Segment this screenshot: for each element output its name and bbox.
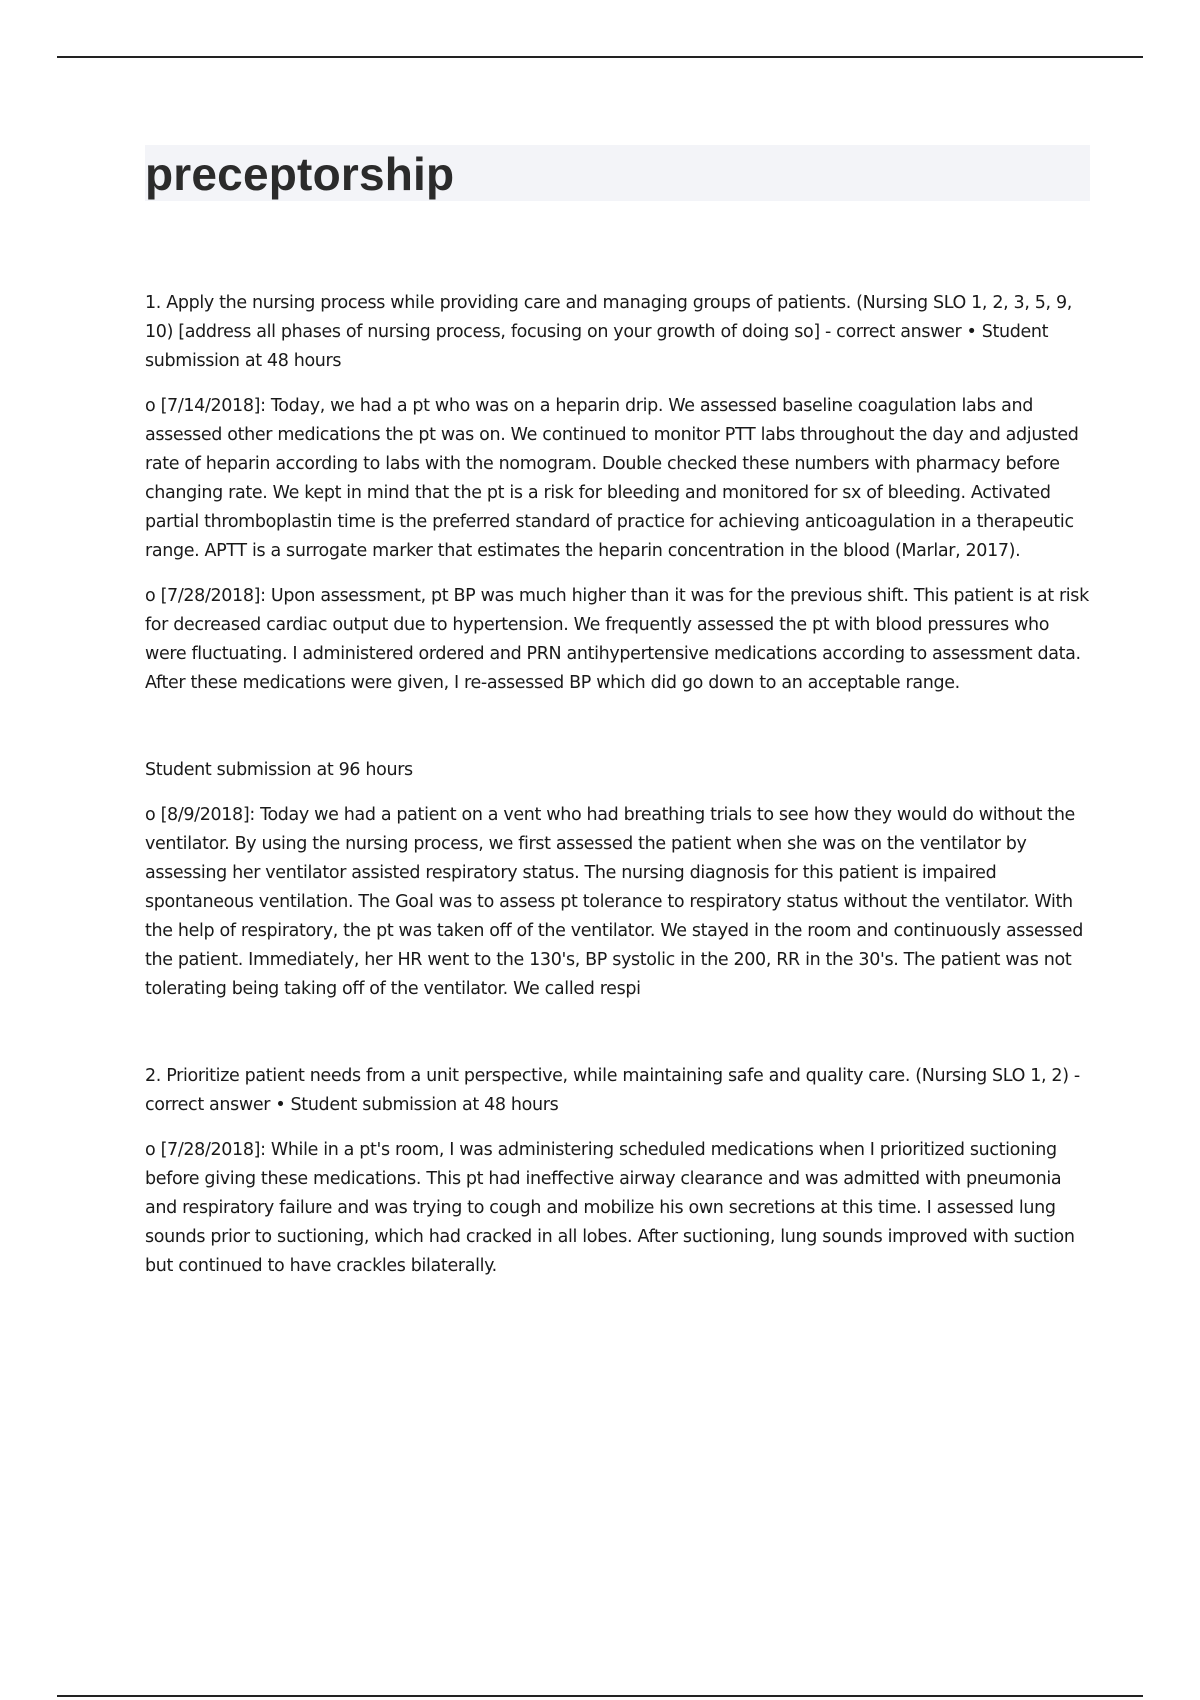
entry-7-28-2018-suctioning: o [7/28/2018]: While in a pt's room, I was administering scheduled medications when I prioritized suctioning before giving these medications. This pt had ineffective airway clearance and was admitted with pneumonia and respiratory failure and was trying to cough and mobilize his own secretions at this time. I assessed lung sounds prior to suctioning, which had cracked in all lobes. After suctioning, lung sounds improved with suction but continued to have crackles bilaterally.: [145, 1140, 1075, 1276]
question-2: 2. Prioritize patient needs from a unit perspective, while maintaining safe and quality care. (Nursing SLO 1, 2) - correct answer • Student submission at 48 hours: [145, 1066, 1080, 1115]
document-body: [145, 289, 1095, 1297]
page-title: preceptorship: [145, 148, 455, 200]
entry-7-14-2018: o [7/14/2018]: Today, we had a pt who was on a heparin drip. We assessed baseline coagulation labs and assessed other medications the pt was on. We continued to monitor PTT labs throughout the day and adjusted rate of heparin according to labs with the nomogram. Double checked these numbers with pharmacy before changing rate. We kept in mind that the pt is a risk for bleeding and monitored for sx of bleeding. Activated partial thromboplastin time is the preferred standard of practice for achieving anticoagulation in a therapeutic range. APTT is a surrogate marker that estimates the heparin concentration in the blood (Marlar, 2017).: [145, 396, 1079, 561]
question-1: 1. Apply the nursing process while providing care and managing groups of patients. (Nursing SLO 1, 2, 3, 5, 9, 10) [address all phases of nursing process, focusing on your growth of doing so] - correct answer • Student submission at 48 hours: [145, 293, 1072, 371]
top-divider: [57, 56, 1143, 58]
bottom-divider: [57, 1695, 1143, 1697]
entry-7-28-2018: o [7/28/2018]: Upon assessment, pt BP was much higher than it was for the previous shift. This patient is at risk for decreased cardiac output due to hypertension. We frequently assessed the pt with blood pressures who were fluctuating. I administered ordered and PRN antihypertensive medications according to assessment data. After these medications were given, I re-assessed BP which did go down to an acceptable range.: [145, 586, 1089, 693]
submission-96-hours-heading: Student submission at 96 hours: [145, 760, 413, 780]
entry-8-9-2018: o [8/9/2018]: Today we had a patient on a vent who had breathing trials to see how they would do without the ventilator. By using the nursing process, we first assessed the patient when she was on the ventilator by assessing her ventilator assisted respiratory status. The nursing diagnosis for this patient is impaired spontaneous ventilation. The Goal was to assess pt tolerance to respiratory status without the ventilator. With the help of respiratory, the pt was taken off of the ventilator. We stayed in the room and continuously assessed the patient. Immediately, her HR went to the 130's, BP systolic in the 200, RR in the 30's. The patient was not tolerating being taking off of the ventilator. We called respi: [145, 805, 1083, 999]
